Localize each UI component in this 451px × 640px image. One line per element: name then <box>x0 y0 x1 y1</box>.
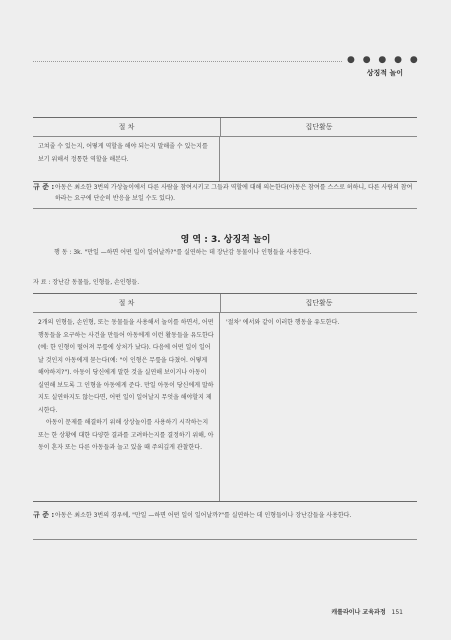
table-header <box>33 118 417 137</box>
group-activity-cell <box>220 137 417 181</box>
criterion-note-1 <box>33 182 417 204</box>
procedure-paragraph-2: 아동이 문제를 해결하기 위해 상상놀이를 사용하기 시작하는지 또는 한 상황에 대한 다양한 결과를 고려하는지를 결정하기 위해, 아동이 혼자 또는 다른 아동들과 놀고 있을 때 주의깊게 관찰한다. <box>38 419 214 451</box>
area-title: 영 역 : 3. 상징적 놀이 <box>180 235 271 245</box>
criterion-text: 아동은 최소한 3번의 가상놀이에서 다른 사람을 참여시키고 그들과 역할에 대해 의논한다(아동은 참여를 스스로 허하니, 다른 사람의 참여하라는 요구에 단순히 반응을 보일 수도 있다). <box>55 184 413 202</box>
group-activity-cell: '절차' 에서와 같이 이러한 행동을 유도한다. <box>226 319 340 326</box>
activity-line: 행 동 : 3k. "만일 —하면 어떤 일이 일어날까?"를 실연하는 데 장난감 동물이나 인형들을 사용한다. <box>54 249 312 256</box>
page-footer <box>331 607 403 616</box>
book-title: 캐롤라이나 교육과정 <box>331 609 386 616</box>
table-row <box>33 137 417 181</box>
criterion-label: 규 준 : <box>33 183 55 191</box>
col-header-group-activity: 집단활동 <box>305 299 333 307</box>
materials-line: 자 료 : 장난감 동물들, 인형들, 손인형들. <box>33 279 140 286</box>
criterion-note-2 <box>33 510 417 521</box>
procedure-paragraph-1: 2개의 인형들, 손인형, 또는 동물들을 사용해서 놀이를 하면서, 어떤 행동들을 요구하는 사건을 만들어 아동에게 이런 활동들을 유도한다(예: 한 인형이 떨어져 무릎에 상처가 났다). 다음에 어떤 일이 일어날 것인지 아동에게 묻는다(예: "이 인형은 무릎을 다쳤어. 어떻게 해야하지?"). 아동이 당신에게 말한 것을 실연해 보이거나 아동이 실연해 보도록 그 인형을 아동에게 준다. 만일 아동이 당신에게 말하지도 실연하지도 않는다면, 어떤 일이 일어날지 무엇을 해야할지 제시한다. <box>38 319 214 414</box>
col-header-procedure: 절 차 <box>33 118 221 136</box>
section-title: 상징적 놀이 <box>366 69 403 77</box>
col-header-procedure: 절 차 <box>33 294 221 312</box>
procedure-cell: 고쳐줄 수 있는지, 어떻게 역할을 해야 되는지 말해줄 수 있는지를 보기 위해서 정통한 역할을 해본다. <box>33 137 220 181</box>
table-header <box>33 294 417 313</box>
col-header-group-activity: 집단활동 <box>305 123 333 131</box>
divider <box>33 208 417 209</box>
procedure-cell <box>33 313 220 501</box>
procedure-table-2 <box>33 293 417 502</box>
criterion-text: 아동은 최소한 3번의 경우에, "만일 —하면 어떤 일이 일어날까?"를 실연하는 데 인형들이나 장난감들을 사용한다. <box>55 512 352 519</box>
divider <box>33 539 417 540</box>
procedure-table-1 <box>33 117 417 182</box>
page-number: 151 <box>391 609 403 616</box>
header-dotted-line <box>33 61 342 62</box>
header-dots: ● ● ● ● ● <box>347 55 421 65</box>
criterion-label: 규 준 : <box>33 511 55 519</box>
table-row <box>33 313 417 501</box>
